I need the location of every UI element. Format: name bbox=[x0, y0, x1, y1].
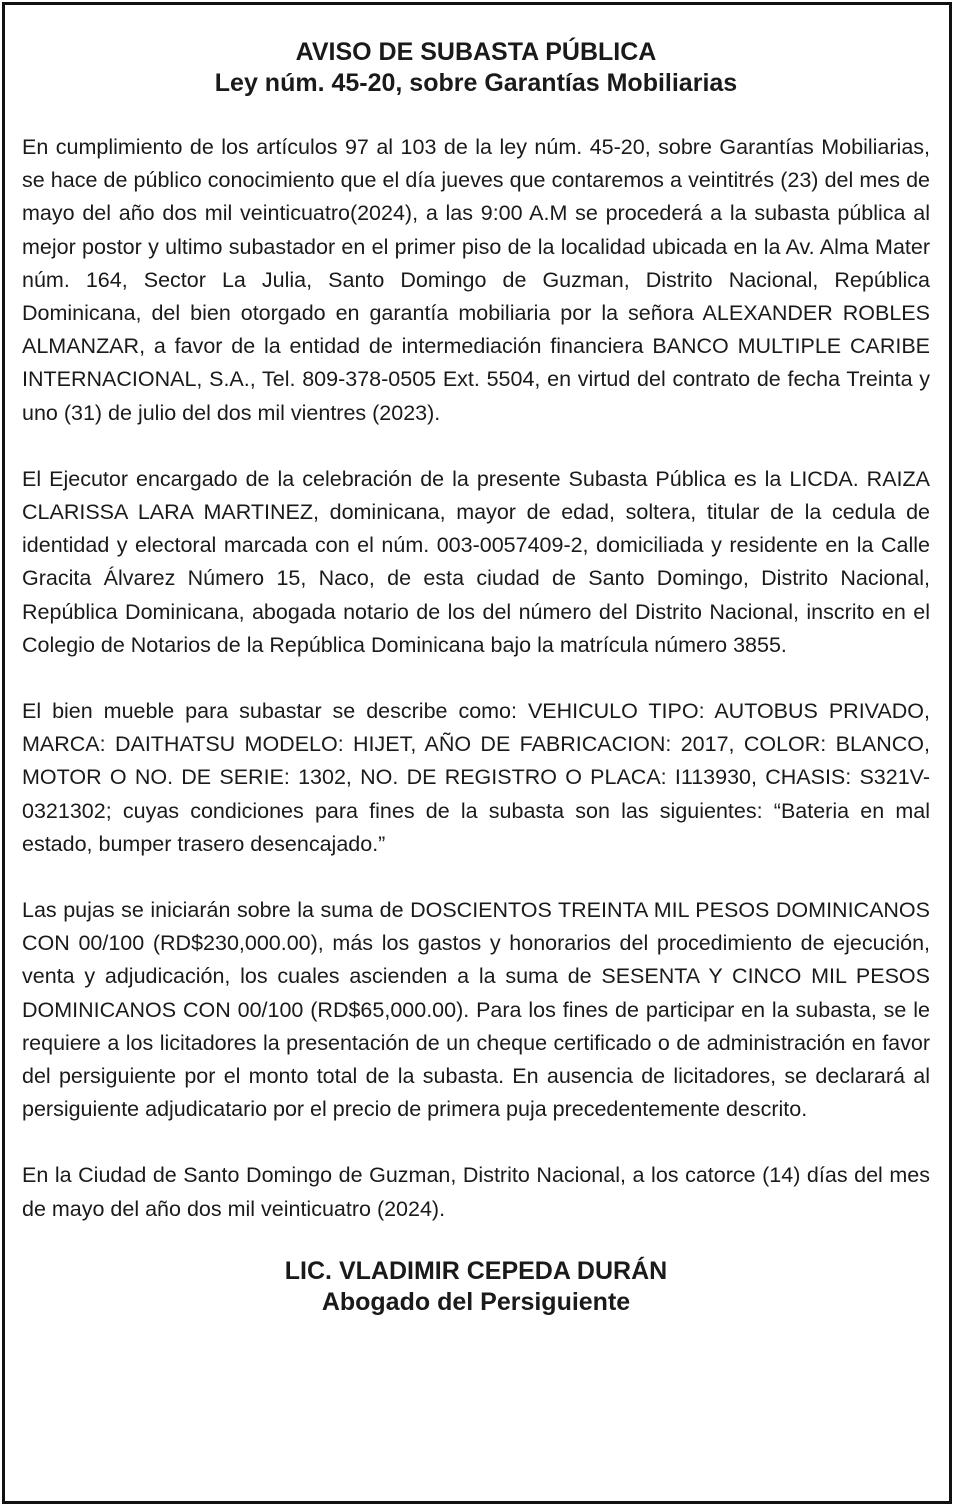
paragraph-date-location: En la Ciudad de Santo Domingo de Guzman, Distrito Nacional, a los catorce (14) días del mes de mayo del año dos mil veinticuatro (2024). bbox=[22, 1163, 930, 1221]
notice-title: AVISO DE SUBASTA PÚBLICA bbox=[295, 38, 657, 66]
paragraph-executor: El Ejecutor encargado de la celebración de la presente Subasta Pública es la LICDA. RAIZA CLARISSA LARA MARTINEZ, dominicana, mayor de edad, soltera, titular de la cedula de identidad y electoral marcada con el núm. 003-0057409-2, domiciliada y residente en la Calle Gracita Álvarez Número 15, Naco, de esta ciudad de Santo Domingo, Distrito Nacional, República Dominicana, abogada notario de los del número del Distrito Nacional, inscrito en el Colegio de Notarios de la República Dominicana bajo la matrícula número 3855. bbox=[22, 466, 930, 657]
notice-content bbox=[22, 37, 930, 1318]
signature-name: LIC. VLADIMIR CEPEDA DURÁN bbox=[284, 1256, 668, 1285]
paragraph-bidding-terms: Las pujas se iniciarán sobre la suma de DOSCIENTOS TREINTA MIL PESOS DOMINICANOS CON 00/100 (RD$230,000.00), más los gastos y honorarios del procedimiento de ejecución, venta y adjudicación, los cuales ascienden a la suma de SESENTA Y CINCO MIL PESOS DOMINICANOS CON 00/100 (RD$65,000.00). Para los fines de participar en la subasta, se le requiere a los licitadores la presentación de un cheque certificado o de administración en favor del persiguiente por el monto total de la subasta. En ausencia de licitadores, se declarará al persiguiente adjudicatario por el precio de primera puja precedentemente descrito. bbox=[22, 898, 930, 1122]
paragraph-auction-announcement: En cumplimiento de los artículos 97 al 103 de la ley núm. 45-20, sobre Garantías Mobiliarias, se hace de público conocimiento que el día jueves que contaremos a veintitrés (23) del mes de mayo del año dos mil veinticuatro(2024), a las 9:00 A.M se procederá a la subasta pública al mejor postor y ultimo subastador en el primer piso de la localidad ubicada en la Av. Alma Mater núm. 164, Sector La Julia, Santo Domingo de Guzman, Distrito Nacional, República Dominicana, del bien otorgado en garantía mobiliaria por la señora ALEXANDER ROBLES ALMANZAR, a favor de la entidad de intermediación financiera BANCO MULTIPLE CARIBE INTERNACIONAL, S.A., Tel. 809-378-0505 Ext. 5504, en virtud del contrato de fecha Treinta y uno (31) de julio del dos mil vientres (2023). bbox=[22, 135, 930, 425]
signature-role: Abogado del Persiguiente bbox=[321, 1287, 631, 1316]
notice-border bbox=[2, 2, 952, 1504]
notice-subtitle: Ley núm. 45-20, sobre Garantías Mobiliarias bbox=[214, 69, 738, 97]
signature-block bbox=[22, 1256, 930, 1318]
paragraph-vehicle-description: El bien mueble para subastar se describe como: VEHICULO TIPO: AUTOBUS PRIVADO, MARCA: DAITHATSU MODELO: HIJET, AÑO DE FABRICACION: 2017, COLOR: BLANCO, MOTOR O NO. DE SERIE: 1302, NO. DE REGISTRO O PLACA: I113930, CHASIS: S321V-0321302; cuyas condiciones para fines de la subasta son las siguientes: “Bateria en mal estado, bumper trasero desencajado.” bbox=[22, 699, 930, 856]
